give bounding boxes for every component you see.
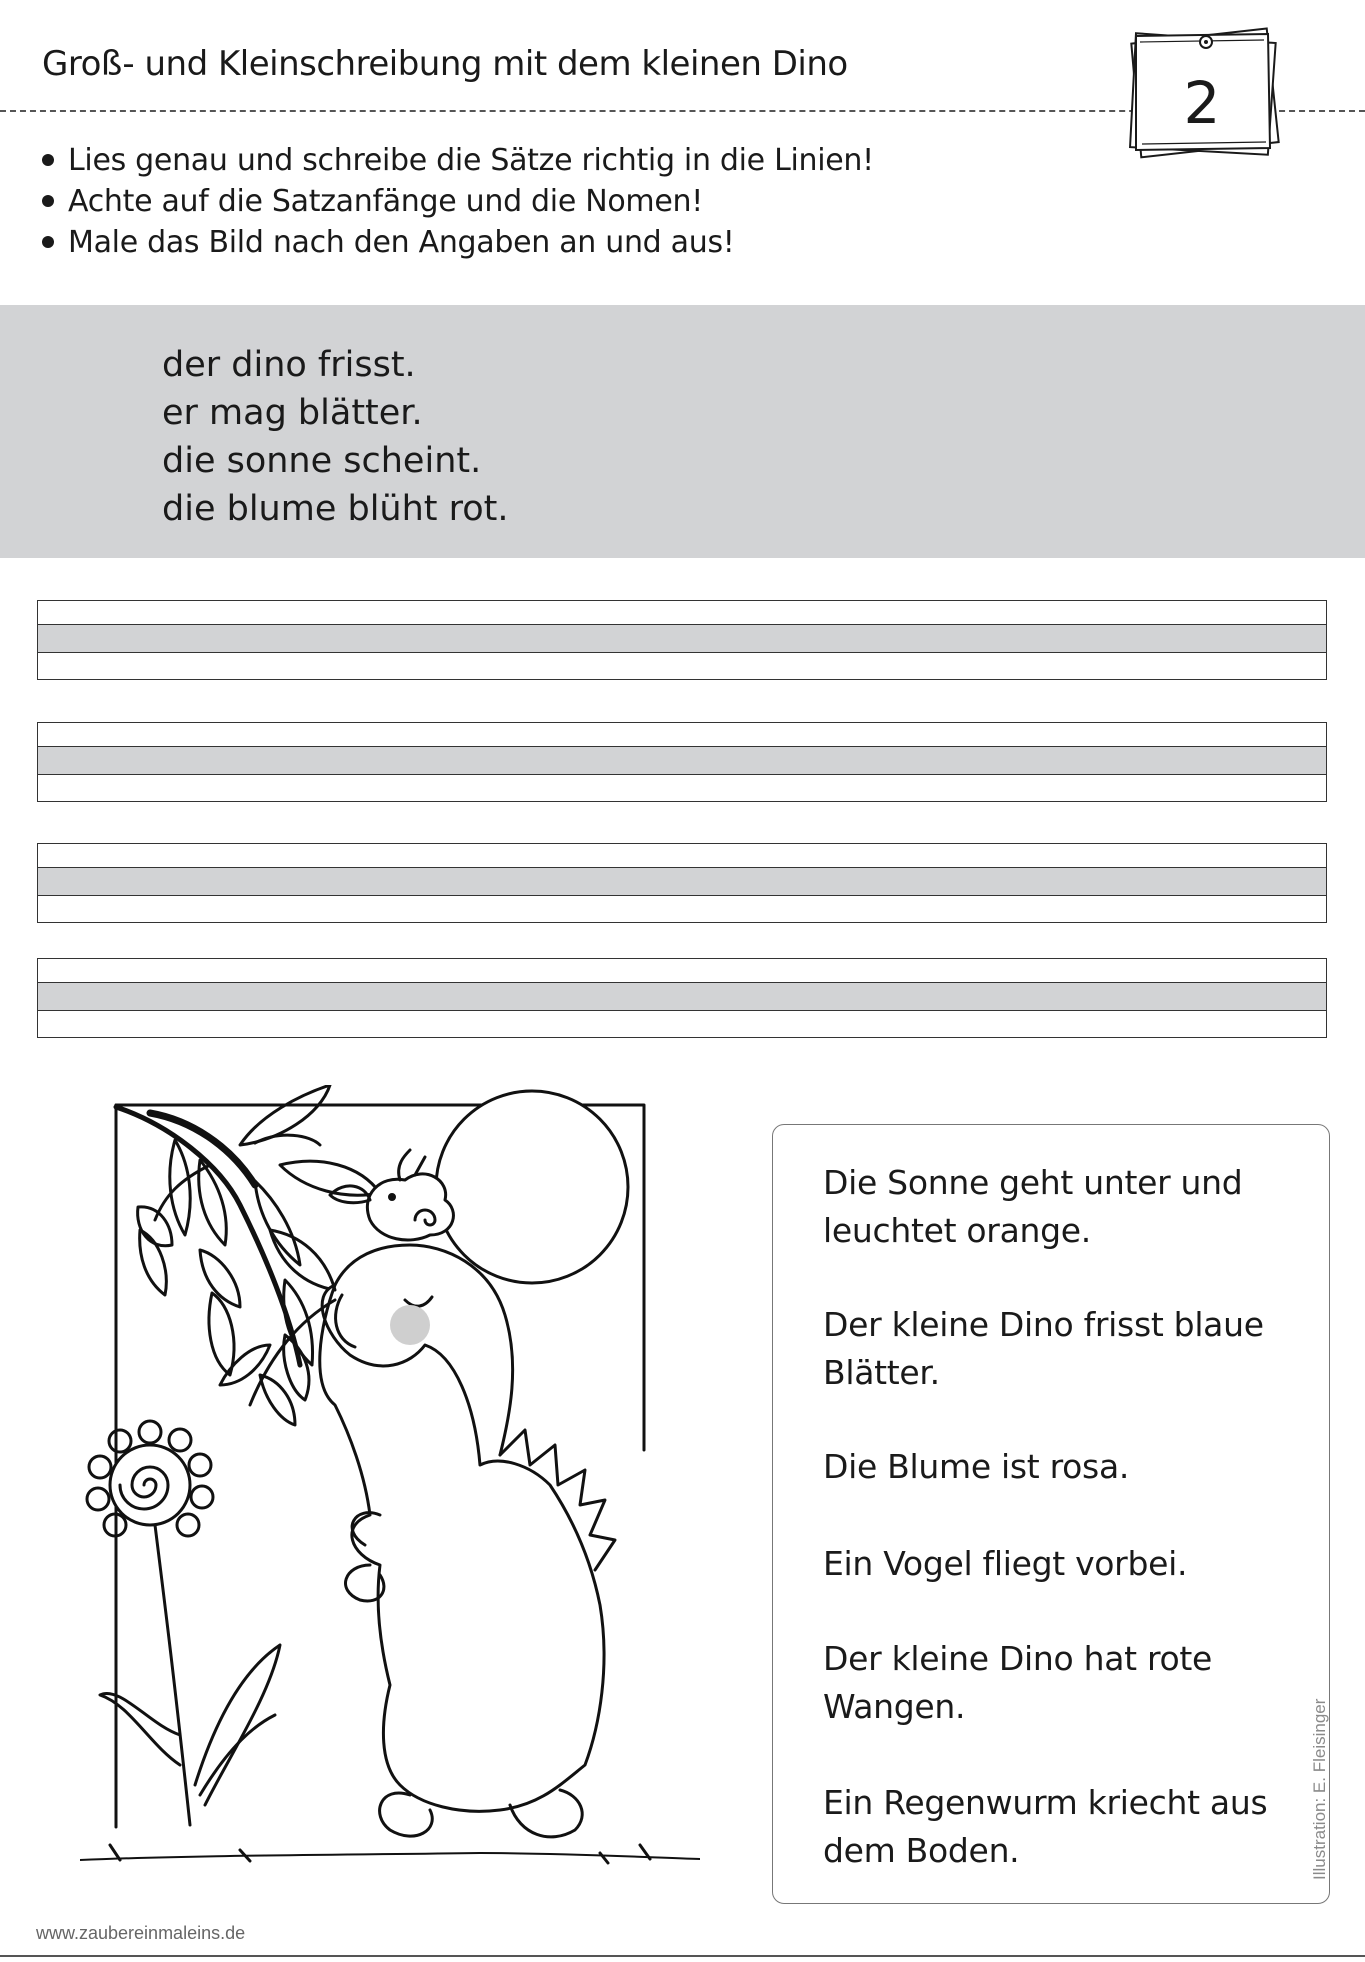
sentence-line: der dino frisst. [162, 345, 416, 385]
sentence-box [0, 305, 1365, 558]
page-number-badge [1122, 18, 1282, 168]
instruction-item: Male das Bild nach den Angaben an und aus! [42, 222, 874, 263]
coloring-instruction: Ein Regenwurm kriecht aus dem Boden. [823, 1783, 1268, 1870]
page-number: 2 [1183, 69, 1221, 137]
writing-line-midband [38, 982, 1326, 1011]
sentence-line: die sonne scheint. [162, 441, 482, 481]
bullet-icon [42, 154, 54, 166]
instruction-item: Achte auf die Satzanfänge und die Nomen! [42, 181, 874, 222]
writing-line-2[interactable] [37, 722, 1327, 802]
coloring-instruction: Der kleine Dino hat rote Wangen. [823, 1639, 1213, 1726]
writing-line-midband [38, 867, 1326, 896]
coloring-instruction: Die Blume ist rosa. [823, 1447, 1130, 1486]
instruction-item: Lies genau und schreibe die Sätze richtig in die Linien! [42, 140, 874, 181]
coloring-instructions-box [772, 1124, 1330, 1904]
illustration-credit: Illustration: E. Fleisinger [1310, 1698, 1329, 1880]
dino-illustration [80, 1085, 700, 1880]
dino-shape [320, 1285, 604, 1811]
writing-line-midband [38, 624, 1326, 653]
sentence-line: er mag blätter. [162, 393, 423, 433]
coloring-instruction: Der kleine Dino frisst blaue Blätter. [823, 1305, 1264, 1392]
writing-line-4[interactable] [37, 958, 1327, 1038]
page-title: Groß- und Kleinschreibung mit dem kleinen Dino [42, 44, 848, 84]
bullet-icon [42, 195, 54, 207]
footer-url[interactable]: www.zaubereinmaleins.de [36, 1923, 246, 1943]
dino-cheek [390, 1305, 430, 1345]
bullet-icon [42, 236, 54, 248]
writing-line-midband [38, 746, 1326, 775]
coloring-instruction: Die Sonne geht unter und leuchtet orange. [823, 1163, 1243, 1250]
sentence-line: die blume blüht rot. [162, 489, 509, 529]
sun-shape [436, 1091, 628, 1283]
writing-line-1[interactable] [37, 600, 1327, 680]
coloring-picture[interactable] [80, 1085, 700, 1880]
instruction-list [42, 140, 874, 263]
footer-divider [0, 1955, 1365, 1957]
coloring-instruction: Ein Vogel fliegt vorbei. [823, 1544, 1188, 1583]
writing-line-3[interactable] [37, 843, 1327, 923]
